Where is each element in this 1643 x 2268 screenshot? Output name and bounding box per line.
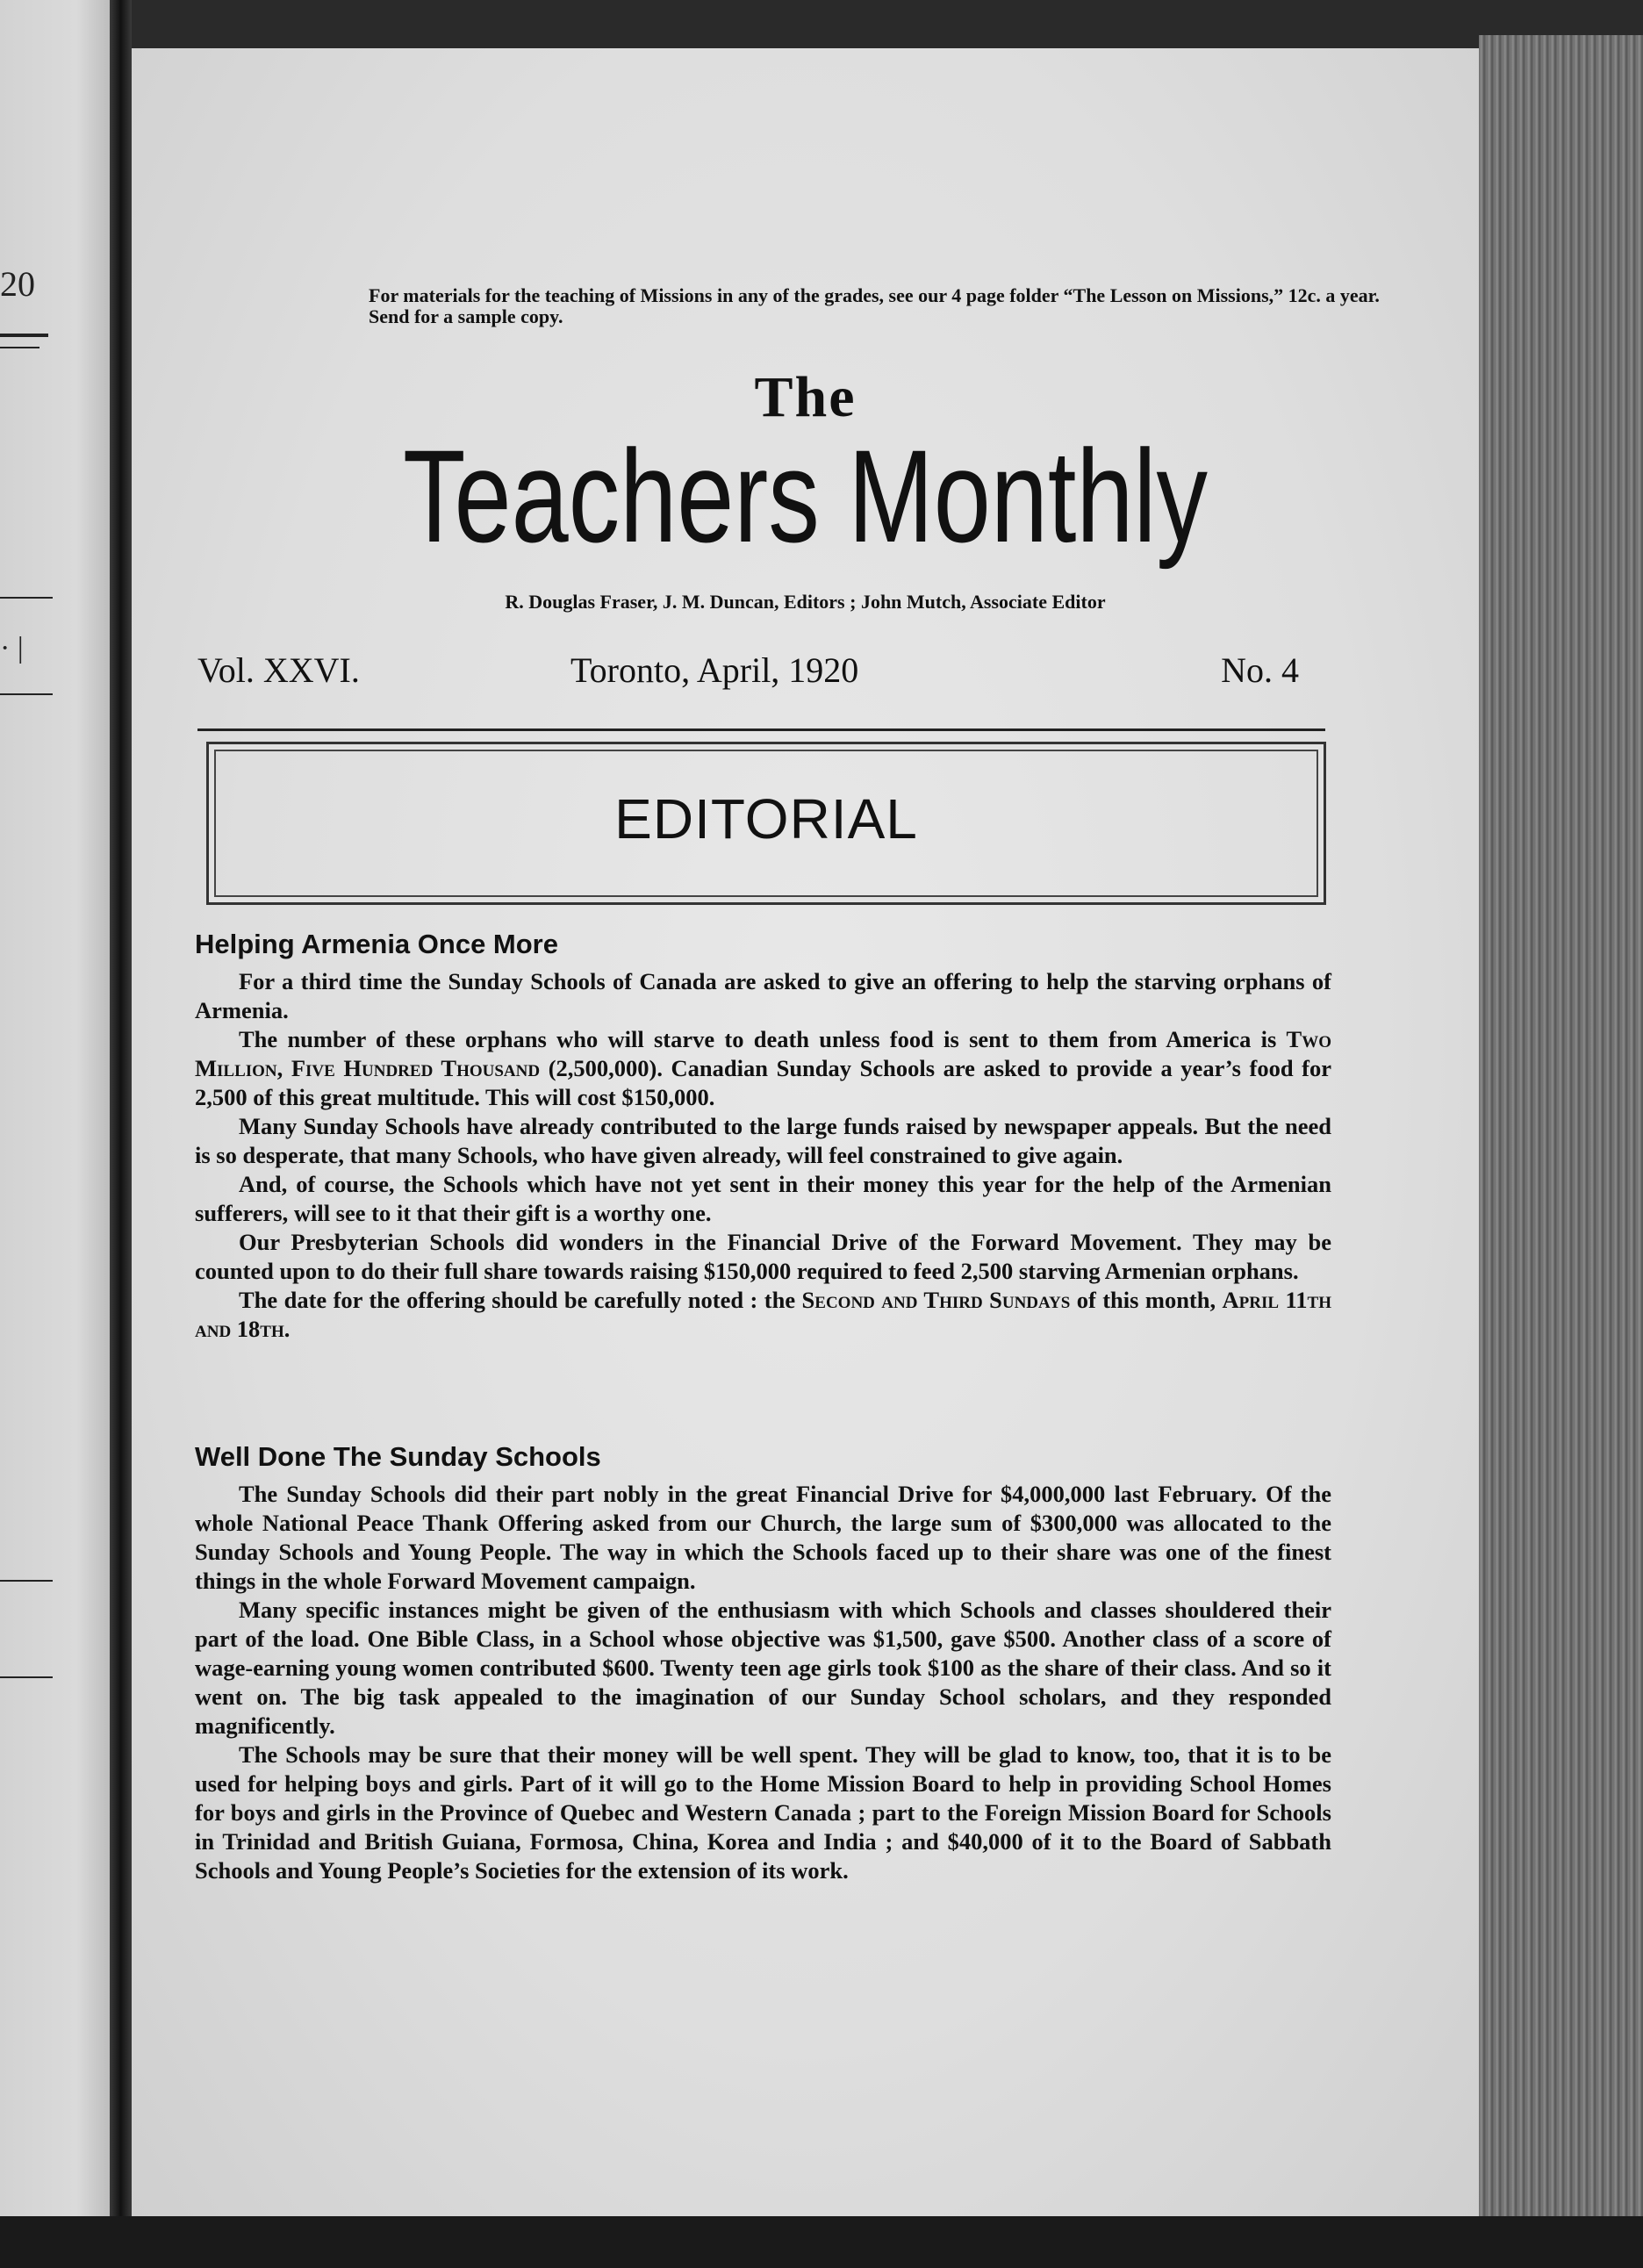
facing-page-rule bbox=[0, 693, 53, 695]
article-paragraph: Our Presbyterian Schools did wonders in the Financial Drive of the Forward Movement. They may be counted upon to do their full share towards raising $150,000 required to feed 2,500 starving Armenian orphans. bbox=[195, 1229, 1331, 1284]
issue-number-label: No. 4 bbox=[1221, 650, 1299, 690]
article-paragraph: The Schools may be sure that their money will be well spent. They will be glad to know, too, that it is to be used for helping boys and girls. Part of it will go to the Home Mission Board to help in providing School Homes for boys and girls in the Province of Quebec and Western Canada ; part to the Foreign Mission Board for Schools in Trinidad and British Guiana, Formosa, China, Korea and India ; and $40,000 of it to the Board of Sabbath Schools and Young People’s Societies for the extension of its work. bbox=[195, 1741, 1331, 1884]
article-paragraph: The number of these orphans who will starve to death unless food is sent to them from America is Two Million, Five Hundred Thousand (2,500,000). Canadian Sunday Schools are asked to provide a year’s food for 2,500 of this great multitude. This will cost $150,000. bbox=[195, 1026, 1332, 1110]
editorial-banner bbox=[206, 742, 1326, 905]
facing-page-rule bbox=[0, 1580, 53, 1582]
document-page bbox=[132, 48, 1479, 2216]
facing-page-rule bbox=[0, 334, 48, 337]
facing-page-rule bbox=[0, 597, 53, 599]
article-paragraph: For a third time the Sunday Schools of Canada are asked to give an offering to help the starving orphans of Armenia. bbox=[195, 968, 1331, 1023]
volume-label: Vol. XXVI. bbox=[197, 650, 360, 690]
article-paragraph: The Sunday Schools did their part nobly in the great Financial Drive for $4,000,000 last February. Of the whole National Peace Thank Offering asked from our Church, the large sum of $300,000 was allocated to the Sunday Schools and Young People. The way in which the Schools faced up to their share was one of the finest things in the whole Forward Movement campaign. bbox=[195, 1481, 1331, 1594]
facing-page bbox=[0, 0, 110, 2268]
article-well-done bbox=[195, 1441, 1331, 1885]
missions-notice: For materials for the teaching of Missions in any of the grades, see our 4 page folder “The Lesson on Missions,” 12c. a year. Send for a sample copy. bbox=[369, 284, 1380, 327]
masthead-the: The bbox=[754, 365, 857, 429]
section-title: EDITORIAL bbox=[614, 787, 918, 850]
masthead-title: Teachers Monthly bbox=[403, 422, 1208, 570]
article-helping-armenia bbox=[195, 929, 1331, 1344]
article-paragraph: And, of course, the Schools which have not yet sent in their money this year for the help of the Armenian sufferers, will see to it that their gift is a worthy one. bbox=[195, 1171, 1331, 1226]
place-date-label: Toronto, April, 1920 bbox=[570, 650, 859, 690]
editors-line: R. Douglas Fraser, J. M. Duncan, Editors ; John Mutch, Associate Editor bbox=[505, 591, 1106, 613]
article-heading: Helping Armenia Once More bbox=[195, 929, 558, 959]
facing-page-rule bbox=[0, 347, 39, 348]
issue-line bbox=[197, 650, 1299, 693]
article-paragraph: Many Sunday Schools have already contributed to the large funds raised by newspaper appeals. But the need is so desperate, that many Schools, who have given already, will feel constrained to give again. bbox=[195, 1113, 1331, 1168]
header-rule bbox=[197, 728, 1325, 731]
article-paragraph: Many specific instances might be given of the enthusiasm with which Schools and classes shouldered their part of the load. One Bible Class, in a School whose objective was $1,500, gave $500. Another class of a score of wage-earning young women contributed $600. Twenty teen age girls took $100 as the share of their class. And so it went on. The big task appealed to the imagination of our Sunday School scholars, and they responded magnificently. bbox=[195, 1597, 1331, 1739]
article-paragraph: The date for the offering should be carefully noted : the Second and Third Sundays of this month, April 11th and 18th. bbox=[195, 1287, 1331, 1342]
page-block-edge bbox=[1479, 35, 1643, 2247]
facing-page-rule bbox=[0, 1676, 53, 1678]
book-gutter bbox=[110, 0, 132, 2268]
facing-page-fragment: 20 bbox=[0, 264, 35, 304]
bottom-shadow bbox=[0, 2216, 1643, 2268]
facing-page-fragment: · | bbox=[0, 632, 24, 664]
article-heading: Well Done The Sunday Schools bbox=[195, 1441, 601, 1472]
